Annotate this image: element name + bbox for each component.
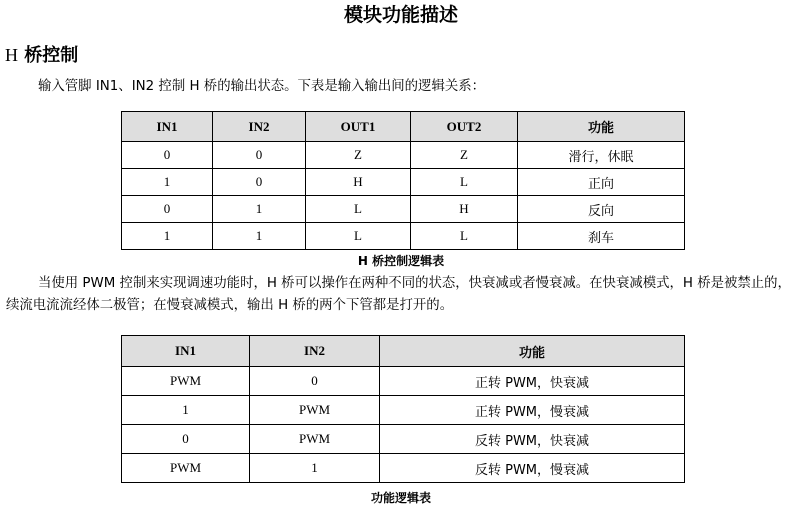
cell-function: 反转 PWM，快衰减 (380, 425, 685, 454)
cell-out1: L (306, 223, 411, 250)
header-in2: IN2 (250, 336, 380, 367)
cell-function: 滑行，休眠 (518, 142, 685, 169)
header-out1: OUT1 (306, 112, 411, 142)
cell-in2: PWM (250, 396, 380, 425)
cell-in1: PWM (122, 367, 250, 396)
cell-out1: L (306, 196, 411, 223)
section-heading-text: 桥控制 (18, 45, 79, 66)
cell-in2: 0 (213, 169, 306, 196)
pwm-paragraph: 当使用 PWM 控制来实现调速功能时，H 桥可以操作在两种不同的状态，快衰减或者慢衰减。在快衰减模式，H 桥是被禁止的，续流电流流经体二极管；在慢衰减模式，输出 H 桥的两个下管都是打开的。 (6, 276, 791, 313)
cell-function: 刹车 (518, 223, 685, 250)
cell-in1: 1 (122, 169, 213, 196)
cell-in1: 1 (122, 223, 213, 250)
cell-in1: PWM (122, 454, 250, 483)
cell-in2: 1 (250, 454, 380, 483)
table2-caption: 功能逻辑表 (370, 491, 431, 505)
cell-function: 正向 (518, 169, 685, 196)
cell-in2: 0 (250, 367, 380, 396)
h-bridge-logic-table (121, 111, 685, 250)
page-title: 模块功能描述 (343, 4, 458, 26)
intro-paragraph: 输入管脚 IN1、IN2 控制 H 桥的输出状态。下表是输入输出间的逻辑关系： (38, 79, 486, 94)
table-row (122, 196, 685, 223)
cell-in1: 1 (122, 396, 250, 425)
cell-out2: H (411, 196, 518, 223)
table1-caption: H 桥控制逻辑表 (357, 254, 445, 268)
cell-in1: 0 (122, 142, 213, 169)
header-function: 功能 (380, 336, 685, 367)
section-heading (5, 43, 78, 68)
cell-function: 反转 PWM，慢衰减 (380, 454, 685, 483)
function-logic-table (121, 335, 685, 483)
cell-in1: 0 (122, 196, 213, 223)
table-row (122, 169, 685, 196)
header-out2: OUT2 (411, 112, 518, 142)
cell-out1: Z (306, 142, 411, 169)
table-row (122, 142, 685, 169)
table-header-row (122, 336, 685, 367)
table-row (122, 223, 685, 250)
cell-in2: 1 (213, 196, 306, 223)
header-in2: IN2 (213, 112, 306, 142)
cell-out2: L (411, 169, 518, 196)
table-row (122, 454, 685, 483)
header-in1: IN1 (122, 336, 250, 367)
cell-in2: PWM (250, 425, 380, 454)
table-row (122, 396, 685, 425)
cell-function: 反向 (518, 196, 685, 223)
cell-in2: 1 (213, 223, 306, 250)
cell-out2: L (411, 223, 518, 250)
table-header-row (122, 112, 685, 142)
table-row (122, 425, 685, 454)
cell-function: 正转 PWM，快衰减 (380, 367, 685, 396)
header-in1: IN1 (122, 112, 213, 142)
table-row (122, 367, 685, 396)
cell-in1: 0 (122, 425, 250, 454)
cell-out2: Z (411, 142, 518, 169)
cell-in2: 0 (213, 142, 306, 169)
header-function: 功能 (518, 112, 685, 142)
cell-function: 正转 PWM，慢衰减 (380, 396, 685, 425)
section-heading-letter: H (5, 45, 18, 65)
cell-out1: H (306, 169, 411, 196)
